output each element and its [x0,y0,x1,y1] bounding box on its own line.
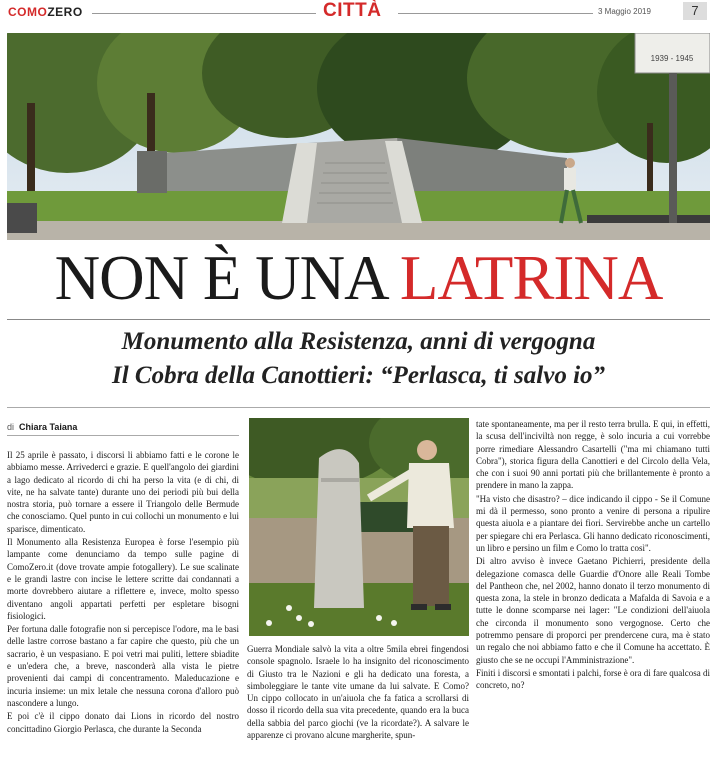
headline-rule [7,319,710,320]
article-column-1 [7,449,239,736]
page-header [0,0,717,26]
page-number: 7 [683,2,707,20]
byline-prefix: di [7,422,15,432]
issue-date: 3 Maggio 2019 [598,7,651,16]
paragraph: Per fortuna dalle fotografie non si percepisce l'odore, ma le basi delle lastre corrose bastano a far capire che questo, più che un sacrario, è un vespasiano. E poi vetri mai puliti, lettere sbiadite e un'edera che, a breve, nasconderà alla vista le pietre provenienti dai campi di concentramento. Maleducazione e incuria insieme: un mix letale che nessuna corona d'alloro può nascondere a lungo. [7,624,239,708]
byline [7,422,239,436]
paragraph: "Ha visto che disastro? – dice indicando il cippo - Se il Comune mi dà il permesso, sono pronto a venire di persona a ripulire questa aiuola e a piantare dei fiori. Servirebbe anche un cartello per spiegare chi era Perlasca. Gli hanno dedicato riconoscimenti, un libro e persino un film e Como lo tratta così". [476,493,710,553]
paragraph: tate spontaneamente, ma per il resto terra brulla. E qui, in effetti, la scusa dell'inciviltà non regge, è solo incuria a cui vorrebbe porre rimediare Alessandro Casartelli ("ma mi chiamano tutti Cobra"), storica figura della Canottieri e del Circolo della Vela, che con i suoi 90 anni portati più che brillantemente è pronto a prendere in mano la zappa. [476,419,710,491]
paragraph: Finiti i discorsi e smontati i palchi, forse è ora di fare qualcosa di concreto, no? [476,667,710,691]
headline-part-black: NON È UNA [54,243,400,313]
paragraph: Il Monumento alla Resistenza Europea è forse l'esempio più lampante come denunciamo da tempo sulle pagine di ComoZero.it (dove trovate ampie fotogallery). Le sue scalinate e le grandi lastre con incise le lettere scritte dai condannati a morte dovrebbero aiutare a riflettere e, invece, molto spesso diventano angoli appartati perfetti per espletare bisogni fisiologici. [7,537,239,621]
article-column-3 [476,418,710,693]
paragraph: Il 25 aprile è passato, i discorsi li abbiamo fatti e le corone le abbiamo messe. Arrivederci e grazie. E quell'angolo dei giardini a lago dedicato al ricordo di chi ha perso la vita (e di chi, di vite, ne ha salvate tante) durante uno dei periodi più bui della nostra storia, può tornare a essere il Triangolo delle Bermude che conosciamo. Quel punto in cui collochi un monumento e lui sparisce, dimenticato. [7,450,239,534]
header-rule-left [92,13,316,14]
headline-part-red: LATRINA [399,243,663,313]
main-headline [0,238,717,318]
article-column-2 [247,643,469,742]
photo-cobra-perlasca-stone [249,418,469,636]
hero-photo-monument [7,33,710,240]
author-name: Chiara Taiana [19,422,78,432]
comozero-logo [8,5,83,19]
logo-part-como: COMO [8,5,48,19]
section-title: CITTÀ [323,0,382,21]
logo-part-zero: ZERO [47,5,83,19]
paragraph: E poi c'è il cippo donato dai Lions in ricordo del nostro concittadino Giorgio Perlasca, che durante la Seconda [7,711,239,734]
subtitle-1: Monumento alla Resistenza, anni di vergogna [121,328,596,355]
header-rule-right [398,13,593,14]
monument-plaque-text: 1939 - 1945 [650,54,694,63]
paragraph: Di altro avviso è invece Gaetano Pichierri, presidente della delegazione comasca delle Guardie d'Onore alle Reali Tombe del Pantheon che, nel 2002, hanno donato il terzo monumento di questa zona, la stele in bronzo dedicata a Mafalda di Savoia e a tutte le donne scomparse nei lager: "Le condizioni dell'aiuola che circonda il monumento sono vergognose. Certo che potremmo pensare di proporci per prendercene cura, ma è stato un regalo che noi abbiamo fatto e che il Comune ha accettato. È giusto che se ne occupi l'Amministrazione". [476,556,710,665]
subtitle-2: Il Cobra della Canottieri: “Perlasca, ti salvo io” [111,362,606,389]
paragraph: Guerra Mondiale salvò la vita a oltre 5mila ebrei fingendosi console spagnolo. Israele lo ha insignito del riconoscimento di Giusto tra le Nazioni e gli ha dedicato una foresta, a simboleggiare le tante vite umane da lui salvate. E Como? Un cippo collocato in un'aiuola che fa fatica a scrollarsi di dosso il ricordo della sua vita precedente, quando era la buca della sabbia del parco giochi (ve la ricordate?). A salvare le apparenze ci provano alcune margherite, spun- [247,644,469,741]
subtitle-rule [7,407,710,408]
